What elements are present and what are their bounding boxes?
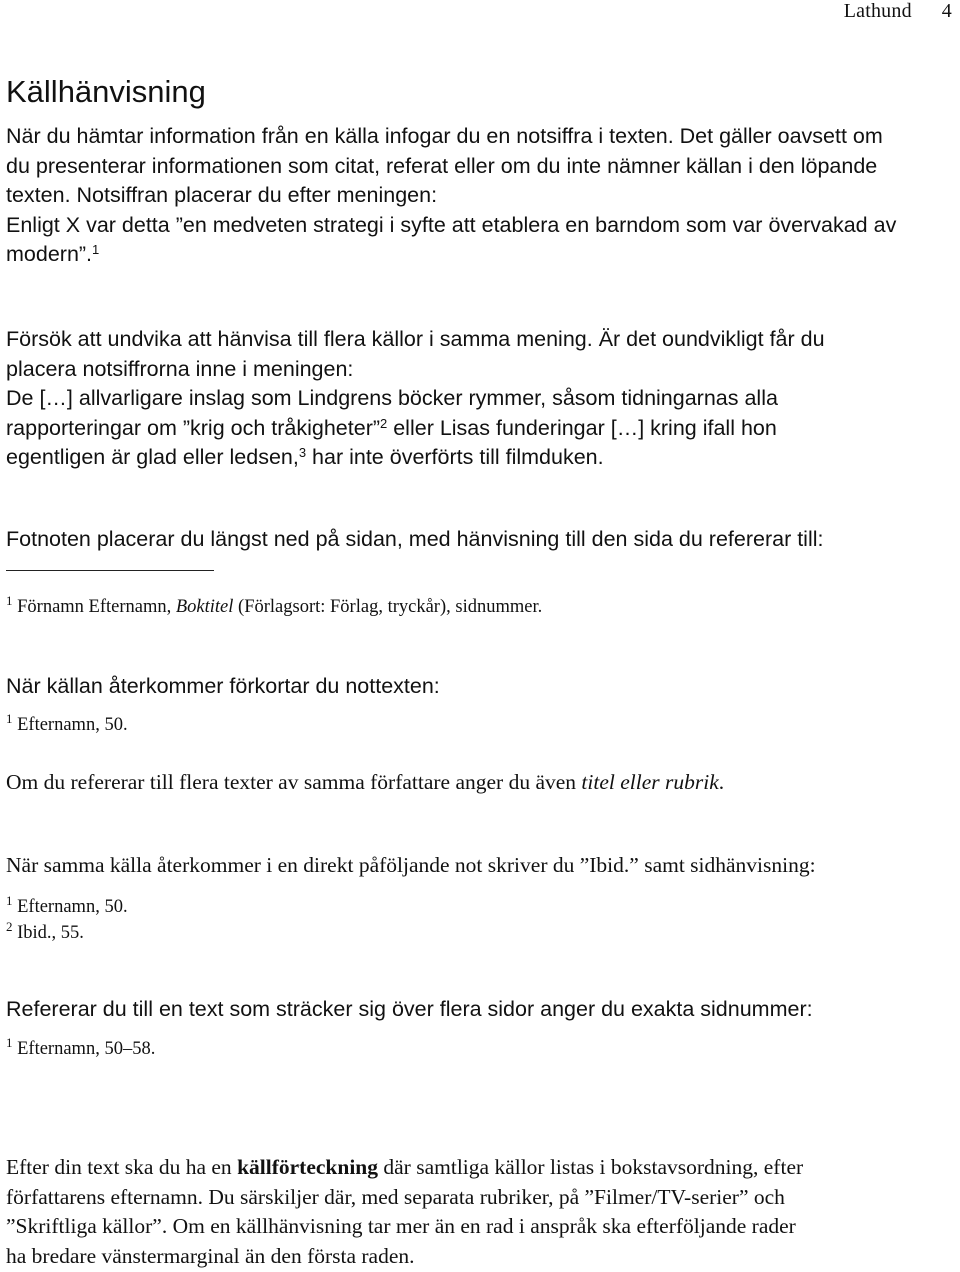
section-heading: Källhänvisning	[6, 74, 206, 109]
emphasis-text: titel eller rubrik	[581, 770, 719, 794]
text-fragment: Efter din text ska du ha en	[6, 1155, 238, 1179]
page-number: 4	[941, 0, 952, 22]
text-fragment: Efternamn, 50–58.	[12, 1039, 156, 1059]
paragraph-line: De […] allvarligare inslag som Lindgrens böcker rymmer, såsom tidningarnas alla	[6, 386, 778, 410]
paragraph-line: Enligt X var detta ”en medveten strategi i syfte att etablera en barndom som var övervakad av	[6, 212, 897, 237]
footnote-example-ibid	[6, 894, 128, 946]
footnote-marker: 1	[6, 1034, 13, 1050]
paragraph-line: du presenterar informationen som citat, referat eller om du inte nämner källan i den löpande	[6, 153, 878, 178]
page-header	[844, 0, 952, 23]
header-title: Lathund	[843, 0, 912, 22]
text-fragment: Ibid., 55.	[12, 923, 84, 943]
text-fragment: har inte överförts till filmduken.	[306, 445, 604, 469]
text-fragment: Om du refererar till flera texter av samma författare anger du även	[6, 770, 582, 794]
text-fragment: rapporteringar om ”krig och tråkigheter”	[6, 415, 381, 440]
footnote-marker: 2	[380, 415, 388, 431]
book-title: Boktitel	[175, 597, 234, 617]
example-text: modern”.	[6, 242, 93, 266]
paragraph-line	[6, 414, 956, 444]
paragraph-line: placera notsiffrorna inne i meningen:	[6, 356, 354, 381]
paragraph-ibid: När samma källa återkommer i en direkt påföljande not skriver du ”Ibid.” samt sidhänvisning:	[6, 853, 816, 877]
paragraph-line: När du hämtar information från en källa infogar du en notsiffra i texten. Det gäller oavsett om	[6, 124, 883, 148]
footnote-marker: 1	[6, 592, 13, 608]
paragraph-bibliography	[6, 1153, 956, 1271]
paragraph-line	[6, 443, 956, 473]
footnote-example-range	[6, 1036, 155, 1062]
paragraph-line: ha bredare vänstermarginal än den första raden.	[6, 1243, 415, 1268]
footnote-line	[6, 894, 128, 920]
paragraph-same-author	[6, 768, 956, 798]
footnote-example-short	[6, 712, 128, 738]
footnote-marker: 1	[6, 892, 13, 908]
paragraph-line: författarens efternamn. Du särskiljer där, med separata rubriker, på ”Filmer/TV-serier” och	[6, 1184, 785, 1209]
text-fragment: egentligen är glad eller ledsen,	[6, 445, 299, 469]
footnote-marker: 3	[298, 444, 307, 460]
text-fragment: Förnamn Efternamn,	[12, 597, 176, 617]
footnote-line	[6, 920, 128, 946]
paragraph-footnote-placement: Fotnoten placerar du längst ned på sidan, med hänvisning till den sida du refererar till:	[6, 527, 824, 551]
paragraph-line: Försök att undvika att hänvisa till flera källor i samma mening. Är det oundvikligt får du	[6, 327, 825, 351]
text-fragment: Efternamn, 50.	[12, 715, 128, 735]
text-fragment: .	[718, 770, 725, 794]
text-fragment: (Förlagsort: Förlag, tryckår), sidnummer.	[233, 597, 543, 617]
footnote-example-full	[6, 594, 542, 620]
paragraph-line	[6, 240, 956, 270]
paragraph-intro	[6, 122, 956, 270]
paragraph-line: texten. Notsiffran placerar du efter meningen:	[6, 183, 438, 207]
paragraph-line: ”Skriftliga källor”. Om en källhänvisning tar mer än en rad i anspråk ska efterföljande rader	[6, 1214, 796, 1238]
paragraph-page-range: Refererar du till en text som sträcker sig över flera sidor anger du exakta sidnummer:	[6, 997, 813, 1021]
footnote-marker: 1	[92, 241, 100, 257]
footnote-marker: 1	[6, 710, 13, 726]
paragraph-recurring-source: När källan återkommer förkortar du nottexten:	[6, 674, 440, 698]
text-fragment: där samtliga källor listas i bokstavsordning, efter	[378, 1155, 804, 1179]
paragraph-multiple-sources	[6, 325, 956, 473]
text-fragment: Efternamn, 50.	[12, 897, 128, 917]
footnote-separator	[6, 570, 214, 571]
footnote-marker: 2	[6, 918, 13, 934]
bold-term: källförteckning	[237, 1155, 379, 1179]
paragraph-line	[6, 1153, 956, 1183]
text-fragment: eller Lisas funderingar […] kring ifall hon	[387, 415, 777, 440]
